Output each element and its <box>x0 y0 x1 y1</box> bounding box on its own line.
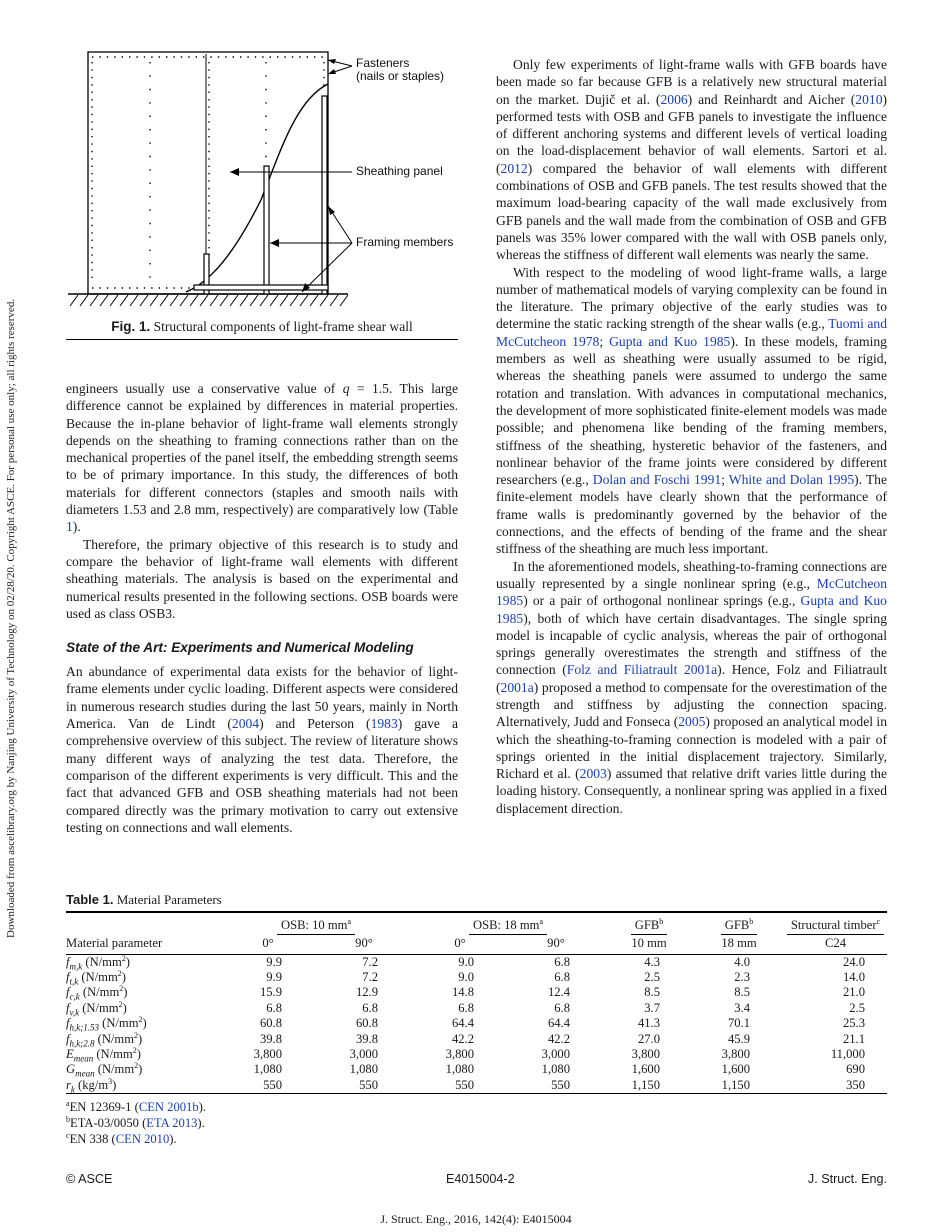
table-title <box>66 892 887 908</box>
value-cell: 350 <box>846 1077 865 1092</box>
value-cell: 6.8 <box>362 1000 378 1015</box>
download-notice: Downloaded from ascelibrary.org by Nanjing University of Technology on 02/28/20. Copyright ASCE. For personal use only; all rights reserved. <box>5 298 17 938</box>
value-cell: 11,000 <box>830 1046 865 1061</box>
citation-link[interactable]: 1983 <box>370 716 398 732</box>
column-header: 18 mm <box>721 936 757 950</box>
column-header: 0° <box>262 936 274 950</box>
table-body <box>66 954 887 1094</box>
figure-caption-text: Structural components of light-frame shear wall <box>153 319 413 334</box>
value-cell: 14.8 <box>451 985 474 1000</box>
right-column <box>496 56 887 817</box>
left-paragraph-1: engineers usually use a conservative value of q = 1.5. This large difference cannot be explained by differences in material properties. Because the in-plane behavior of light-frame wall elements strongly depends on the sheathing to framing connections rather than on the mechanical properties of the panel itself, the embedding strength seems to be of primary importance. In this study, the differences of both materials for different connectors (staples and smooth nails with diameters 1.53 and 2.8 mm, respectively) are comparatively low (Table 1). <box>66 381 459 535</box>
citation-link[interactable]: Dolan and Foschi 1991 <box>592 472 722 488</box>
value-cell: 60.8 <box>355 1016 378 1031</box>
left-column <box>66 40 458 836</box>
fasteners-label: Fasteners (nails or staples) <box>356 56 445 83</box>
value-cell: 550 <box>263 1077 282 1092</box>
value-cell: 7.2 <box>362 954 378 969</box>
citation-link[interactable]: 2010 <box>855 91 883 107</box>
table-label: Table 1. <box>66 892 114 907</box>
framing-stud-3 <box>322 96 327 294</box>
value-cell: 15.9 <box>259 985 282 1000</box>
left-paragraph-3: An abundance of experimental data exists for the behavior of light-frame elements under cyclic loading. Different aspects were considered in numerous research studies during the last 50 years, mainly in North America. Van de Lindt (2004) and Peterson (1983) gave a comprehensive overview of this subject. The review of literature shows many different ways of analyzing the test data. Therefore, the comparison of the different experiments is very difficult. This and the fact that advanced GFB and OSB sheathing materials had not been compared directly was the primary motivation to carry out extensive testing on connections and wall elements. <box>66 664 458 835</box>
value-cell: 3,800 <box>445 1046 474 1061</box>
table-row <box>66 1016 887 1031</box>
citation-link[interactable]: Folz and Filiatrault 2001a <box>566 662 718 678</box>
citation-link[interactable]: Gupta and Kuo 1985 <box>609 333 731 349</box>
column-header: 90° <box>355 936 373 950</box>
value-cell: 9.0 <box>458 954 474 969</box>
value-cell: 42.2 <box>547 1031 570 1046</box>
value-cell: 3,800 <box>253 1046 282 1061</box>
right-paragraph-1: Only few experiments of light-frame walls with GFB boards have been made so far because GFB is a relatively new structural material on the market. Dujič et al. (2006) and Reinhardt and Aicher (2010) performed tests with OSB and GFB panels to investigate the influence of different anchoring systems and different levels of vertical loading on the load-displacement behavior of wall elements. Sartori et al. (2012) compared the behavior of wall elements with different combinations of OSB and GFB panels. The test results showed that the maximum load-bearing capacity of the wall made exclusively from GFB panels and the wall made from the combination of OSB and GFB panels was 35% lower compared with the wall with OSB panels only, whereas the stiffness of different wall elements was nearly the same. <box>496 57 888 263</box>
value-cell: 2.5 <box>849 1000 865 1015</box>
footer-copyright: © ASCE <box>66 1172 113 1186</box>
value-cell: 27.0 <box>637 1031 660 1046</box>
citation-link[interactable]: 2004 <box>231 716 260 732</box>
citation-link[interactable]: McCutcheon 1985 <box>496 575 887 609</box>
citation-link[interactable]: 2003 <box>579 766 607 782</box>
value-cell: 25.3 <box>842 1016 865 1031</box>
parameter-cell: $E_{mean}$ $(N/mm^2)$ <box>66 1045 141 1064</box>
sheathing-panel-label: Sheathing panel <box>356 164 443 178</box>
column-header: 0° <box>454 936 466 950</box>
parameter-cell: $f_{t,k}$ $(N/mm^2)$ <box>66 968 126 987</box>
value-cell: 3,800 <box>721 1046 750 1061</box>
value-cell: 12.4 <box>547 985 570 1000</box>
citation-link[interactable]: 2001a <box>500 679 534 695</box>
value-cell: 3,800 <box>631 1046 660 1061</box>
table-footnote: $^b$ETA-03/0050 (ETA 2013). <box>66 1114 205 1130</box>
value-cell: 14.0 <box>842 969 865 984</box>
table-footnote: $^a$EN 12369-1 (CEN 2001b). <box>66 1098 206 1114</box>
value-cell: 9.0 <box>458 969 474 984</box>
value-cell: 8.5 <box>644 985 660 1000</box>
value-cell: 1,150 <box>631 1077 660 1092</box>
column-header: C24 <box>825 936 846 950</box>
table-row <box>66 1047 887 1062</box>
value-cell: 21.0 <box>842 985 865 1000</box>
figure-caption <box>66 319 458 340</box>
citation-link[interactable]: 2012 <box>500 160 528 176</box>
citation-link[interactable]: 2006 <box>660 91 688 107</box>
value-cell: 1,600 <box>631 1062 660 1077</box>
value-cell: 9.9 <box>266 954 282 969</box>
value-cell: 2.3 <box>734 969 750 984</box>
value-cell: 3.7 <box>644 1000 660 1015</box>
value-cell: 70.1 <box>727 1016 750 1031</box>
value-cell: 2.5 <box>644 969 660 984</box>
column-header: 90° <box>547 936 565 950</box>
group-header: OSB: 18 $mm^a$ <box>469 918 547 935</box>
page-footer <box>66 1172 887 1188</box>
table-title-text: Material Parameters <box>116 892 222 907</box>
value-cell: 39.8 <box>259 1031 282 1046</box>
left-paragraph-2: Therefore, the primary objective of this research is to study and compare the behavior of light-frame wall elements with different sheathing materials. The analysis is based on the experimental and numerical results presented in the following sections. OSB boards were used as class OSB3. <box>66 536 458 621</box>
column-header: Material parameter <box>66 936 163 950</box>
value-cell: 1,080 <box>253 1062 282 1077</box>
value-cell: 3,000 <box>349 1046 378 1061</box>
value-cell: 9.9 <box>266 969 282 984</box>
value-cell: 1,080 <box>349 1062 378 1077</box>
table-row <box>66 970 887 985</box>
group-header: GFB$^b$ <box>631 918 668 935</box>
column-header: 10 mm <box>631 936 667 950</box>
section-heading: State of the Art: Experiments and Numerical Modeling <box>66 640 414 656</box>
table-group-header-row <box>66 916 887 935</box>
value-cell: 550 <box>359 1077 378 1092</box>
value-cell: 39.8 <box>355 1031 378 1046</box>
material-parameters-table <box>66 911 887 1096</box>
ground-hatching <box>70 295 348 306</box>
value-cell: 60.8 <box>259 1016 282 1031</box>
citation-link[interactable]: Tuomi and McCutcheon 1978 <box>496 316 888 349</box>
table-ref-link[interactable]: 1 <box>66 519 73 535</box>
citation-link[interactable]: Gupta and Kuo 1985 <box>496 593 887 626</box>
citation-link[interactable]: White and Dolan 1995 <box>728 472 855 488</box>
parameter-cell: $r_k$ $(kg/m^3)$ <box>66 1076 117 1095</box>
table-row <box>66 1078 887 1094</box>
value-cell: 1,150 <box>721 1077 750 1092</box>
value-cell: 7.2 <box>362 969 378 984</box>
parameter-cell: $f_{m,k}$ $(N/mm^2)$ <box>66 953 130 972</box>
footer-journal: J. Struct. Eng. <box>807 1172 887 1186</box>
parameter-cell: $f_{h,k;2.8}$ $(N/mm^2)$ <box>66 1030 143 1049</box>
value-cell: 690 <box>846 1062 865 1077</box>
figure-1 <box>66 40 458 344</box>
table-1 <box>66 892 887 1147</box>
value-cell: 550 <box>455 1077 474 1092</box>
value-cell: 41.3 <box>637 1016 660 1031</box>
parameter-cell: $G_{mean}$ $(N/mm^2)$ <box>66 1061 143 1079</box>
value-cell: 21.1 <box>842 1031 865 1046</box>
citation-link[interactable]: 2005 <box>678 714 706 730</box>
value-cell: 6.8 <box>266 1000 282 1015</box>
parameter-cell: $f_{v,k}$ $(N/mm^2)$ <box>66 999 127 1018</box>
value-cell: 12.9 <box>355 985 378 1000</box>
framing-stud-2 <box>264 166 269 294</box>
value-cell: 64.4 <box>547 1016 570 1031</box>
group-header: GFB$^b$ <box>721 918 758 935</box>
table-row <box>66 1062 887 1077</box>
table-footnotes <box>66 1099 887 1147</box>
table-row <box>66 1001 887 1016</box>
page-citation: J. Struct. Eng., 2016, 142(4): E4015004 <box>380 1212 572 1226</box>
parameter-cell: $f_{c,k}$ $(N/mm^2)$ <box>66 984 128 1002</box>
footer-article-id: E4015004-2 <box>446 1172 515 1186</box>
group-header: OSB: 10 $mm^a$ <box>277 918 355 935</box>
value-cell: 1,600 <box>721 1062 750 1077</box>
table-footnote: $^c$EN 338 (CEN 2010). <box>66 1130 177 1146</box>
table-row <box>66 954 887 970</box>
group-header: Structural timber$^c$ <box>787 918 884 935</box>
citation-link[interactable]: CEN 2010 <box>115 1131 170 1146</box>
value-cell: 4.0 <box>734 954 750 969</box>
right-paragraph-2: With respect to the modeling of wood light-frame walls, a large number of mathematical models of varying complexity can be found in the literature. The primary objective of the early studies was to determine the static racking strength of the shear walls (e.g., Tuomi and McCutcheon 1978; Gupta and Kuo 1985). In these models, framing members as well as sheathing were usually assumed to be rigid, whereas the sheathing panels were assumed to undergo the same rotation and translation. With advances in computational mechanics, the development of more sophisticated finite-element models was made possible; and phenomena like bending of the framing members, stiffness of the sheathing, hysteretic behavior of the fasteners, and nonlinear behavior of the frame joints were considered by different researchers (e.g., Dolan and Foschi 1991; White and Dolan 1995). The finite-element models have clearly shown that the performance of frame walls is predominantly governed by the behavior of the connections, and the effects of bending of the frame and the shear stiffness of the sheathing are much less important. <box>496 264 888 557</box>
value-cell: 3.4 <box>734 1000 750 1015</box>
value-cell: 42.2 <box>451 1031 474 1046</box>
value-cell: 6.8 <box>458 1000 474 1015</box>
value-cell: 3,000 <box>541 1046 570 1061</box>
value-cell: 6.8 <box>554 969 570 984</box>
citation-link[interactable]: ETA 2013 <box>146 1115 198 1130</box>
framing-members-label: Framing members <box>356 235 454 249</box>
table-row <box>66 985 887 1000</box>
value-cell: 64.4 <box>451 1016 474 1031</box>
value-cell: 8.5 <box>734 985 750 1000</box>
table-subheader-row <box>66 935 887 953</box>
value-cell: 550 <box>551 1077 570 1092</box>
value-cell: 45.9 <box>727 1031 750 1046</box>
right-paragraph-3: In the aforementioned models, sheathing-to-framing connections are usually represented by a single nonlinear spring (e.g., McCutcheon 1985) or a pair of orthogonal nonlinear springs (e.g., Gupta and Kuo 1985), both of which have certain disadvantages. The single spring model is incapable of cyclic analysis, whereas the pair of orthogonal springs generally overestimates the strength and stiffness of the connection (Folz and Filiatrault 2001a). Hence, Folz and Filiatrault (2001a) proposed a method to compensate for the overestimation of the strength and stiffness by adjusting the connection spacing. Alternatively, Judd and Fonseca (2005) proposed an analytical model in which the sheathing-to-framing connection is modeled with a pair of springs oriented in the initial displacement trajectory. Similarly, Richard et al. (2003) assumed that relative drift varies little during the loading history. Consequently, a nonlinear spring was applied in a fixed displacement direction. <box>496 558 887 816</box>
value-cell: 24.0 <box>842 954 865 969</box>
citation-link[interactable]: CEN 2001b <box>138 1099 199 1114</box>
value-cell: 4.3 <box>644 954 660 969</box>
figure-caption-label: Fig. 1. <box>111 319 151 334</box>
value-cell: 6.8 <box>554 1000 570 1015</box>
value-cell: 1,080 <box>445 1062 474 1077</box>
table-row <box>66 1032 887 1047</box>
parameter-cell: $f_{h,k;1.53}$ $(N/mm^2)$ <box>66 1014 147 1033</box>
value-cell: 6.8 <box>554 954 570 969</box>
value-cell: 1,080 <box>541 1062 570 1077</box>
